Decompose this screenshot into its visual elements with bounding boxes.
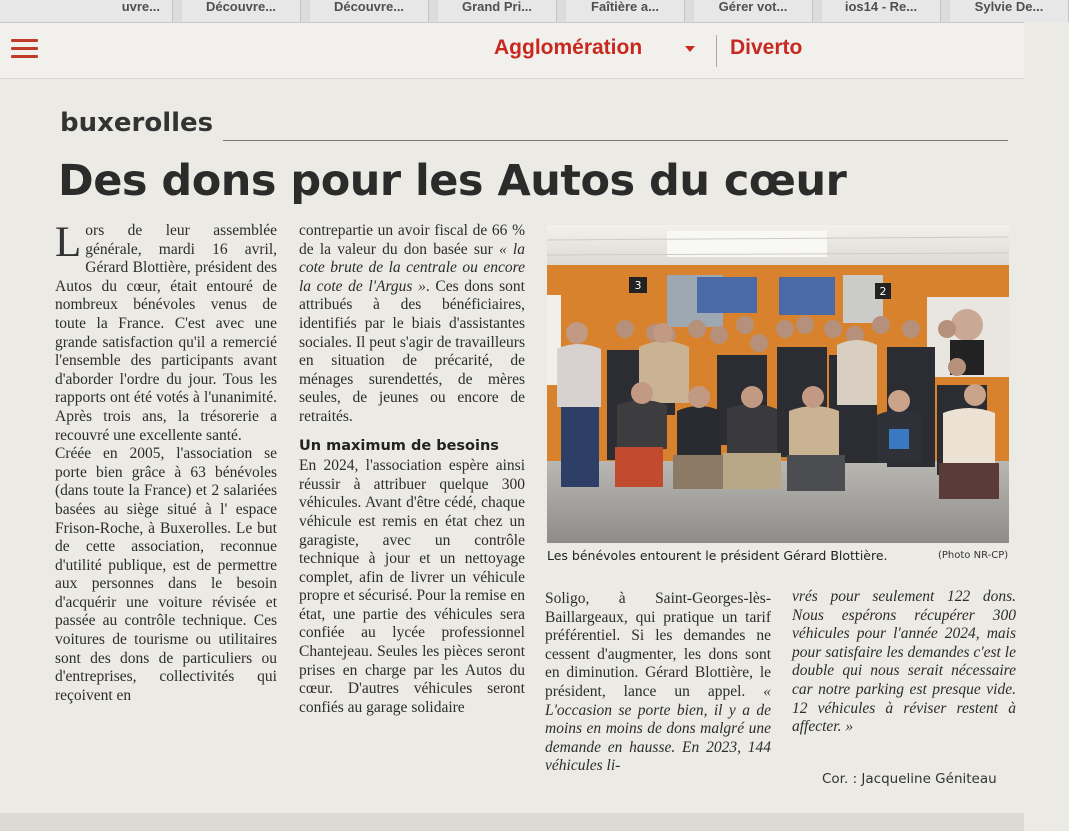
quote: « la cote brute de la centrale ou encore la cote de l'Argus » <box>299 240 525 295</box>
section-subhead: Un maximum de besoins <box>299 437 499 454</box>
site-nav-bar <box>0 23 1024 79</box>
article-column-1 <box>55 219 277 792</box>
paragraph-text: contrepartie un avoir fiscal de 66 % de la valeur du don basée sur <box>299 222 525 258</box>
paragraph-text: Soligo, à Saint-Georges-lès-Baillargeaux, qui pratique un tarif préférentiel. Si les demandes ne cessent d'augmenter, les dons sont en diminution. Gérard Blottière, le président, lance un appel. <box>545 590 771 700</box>
nav-divider <box>716 35 717 67</box>
quote: vrés pour seulement 122 dons. Nous espérons récupérer 300 véhicules pour l'année 2024, mais pour satisfaire les demandes c'est le double qui nous serait nécessaire car notre parking est presque vide. 12 véhicules à réviser restent à affecter. » <box>792 588 1016 736</box>
article-column-4 <box>792 588 1016 788</box>
kicker-rule <box>223 140 1008 141</box>
browser-tab-strip <box>0 0 1044 23</box>
article-column-2 <box>299 222 525 792</box>
browser-tab[interactable]: Grand Pri... <box>438 0 557 22</box>
paragraph-text: ors de leur assemblée générale, mardi 16 avril, Gérard Blottière, président des Autos du cœur, était entouré de nombreux bénévoles venus de toute la France. C'est avec une grande satisfaction qu'il a remercié l'ensemble des participants avant d'aborder l'ordre du jour. Tous les rapports ont été votés à l'unanimité. Après trois ans, la trésorerie a recouvré une excellente santé. <box>55 222 277 444</box>
byline: Cor. : Jacqueline Géniteau <box>822 771 997 787</box>
article-headline: Des dons pour les Autos du cœur <box>58 156 847 206</box>
browser-tab[interactable]: Sylvie De... <box>950 0 1069 22</box>
paragraph: En 2024, l'association espère ainsi réussir à attribuer quelque 300 véhicules. Avant d'être cédé, chaque véhicule est remis en état chez un garagiste, avec un contrôle technique à jour et un nettoyage complet, afin de livrer un véhicule propre et sécurisé. Pour la remise en état, une partie des véhicules sera confiée au lycée professionnel Chantejeau. Seules les pièces seront prises en charge par les Autos du cœur. D'autres véhicules seront confiés au garage solidaire <box>299 457 525 716</box>
room-sign-3: 3 <box>634 279 642 292</box>
article-column-3 <box>545 590 771 790</box>
photo-credit: (Photo NR-CP) <box>938 550 1009 561</box>
paragraph <box>545 590 771 776</box>
browser-tab[interactable]: Faîtière a... <box>566 0 685 22</box>
article-kicker: buxerolles <box>60 108 214 138</box>
browser-tab[interactable]: Gérer vot... <box>694 0 813 22</box>
photo-caption: Les bénévoles entourent le président Gérard Blottière. <box>547 548 888 563</box>
browser-tab[interactable]: ios14 - Re... <box>822 0 941 22</box>
nav-section-dropdown[interactable]: Agglomération <box>494 36 643 59</box>
paragraph <box>55 219 277 445</box>
menu-icon[interactable] <box>11 39 38 59</box>
chevron-down-icon[interactable] <box>685 46 695 52</box>
room-sign-2: 2 <box>879 285 887 298</box>
browser-tab[interactable]: Découvre... <box>182 0 301 22</box>
browser-tab[interactable]: uvre... <box>0 0 173 22</box>
page-bottom-edge <box>0 813 1024 831</box>
paragraph <box>299 222 525 427</box>
paragraph-text: . Ces dons sont attribués à des bénéficiaires, identifiés par le biais d'assistantes sociales. Il peut s'agir de travailleurs en situation de précarité, de ménages surendettés, de mères seules, de jeunes ou encore de retraités. <box>299 277 525 425</box>
drop-cap: L <box>55 219 82 266</box>
paragraph: Créée en 2005, l'association se porte bien grâce à 63 bénévoles (dans toute la France) et 2 salariées basées au siège situé à l' espace Frison-Roche, à Buxerolles. Le but de cette association, reconnue d'utilité publique, est de permettre aux personnes dans le besoin d'acquérir une voiture révisée et passée au contrôle technique. Ces voitures de tourisme ou utilitaires sont des dons de particuliers ou d'entreprises, collectivités qui reçoivent en <box>55 445 277 704</box>
browser-tab[interactable]: Découvre... <box>310 0 429 22</box>
nav-link-diverto[interactable]: Diverto <box>730 36 803 59</box>
quote: « L'occasion se porte bien, il y a de moins en moins de dons malgré une demande en hausse. En 2023, 144 véhicules li- <box>545 682 771 775</box>
group-photo <box>547 225 1009 543</box>
